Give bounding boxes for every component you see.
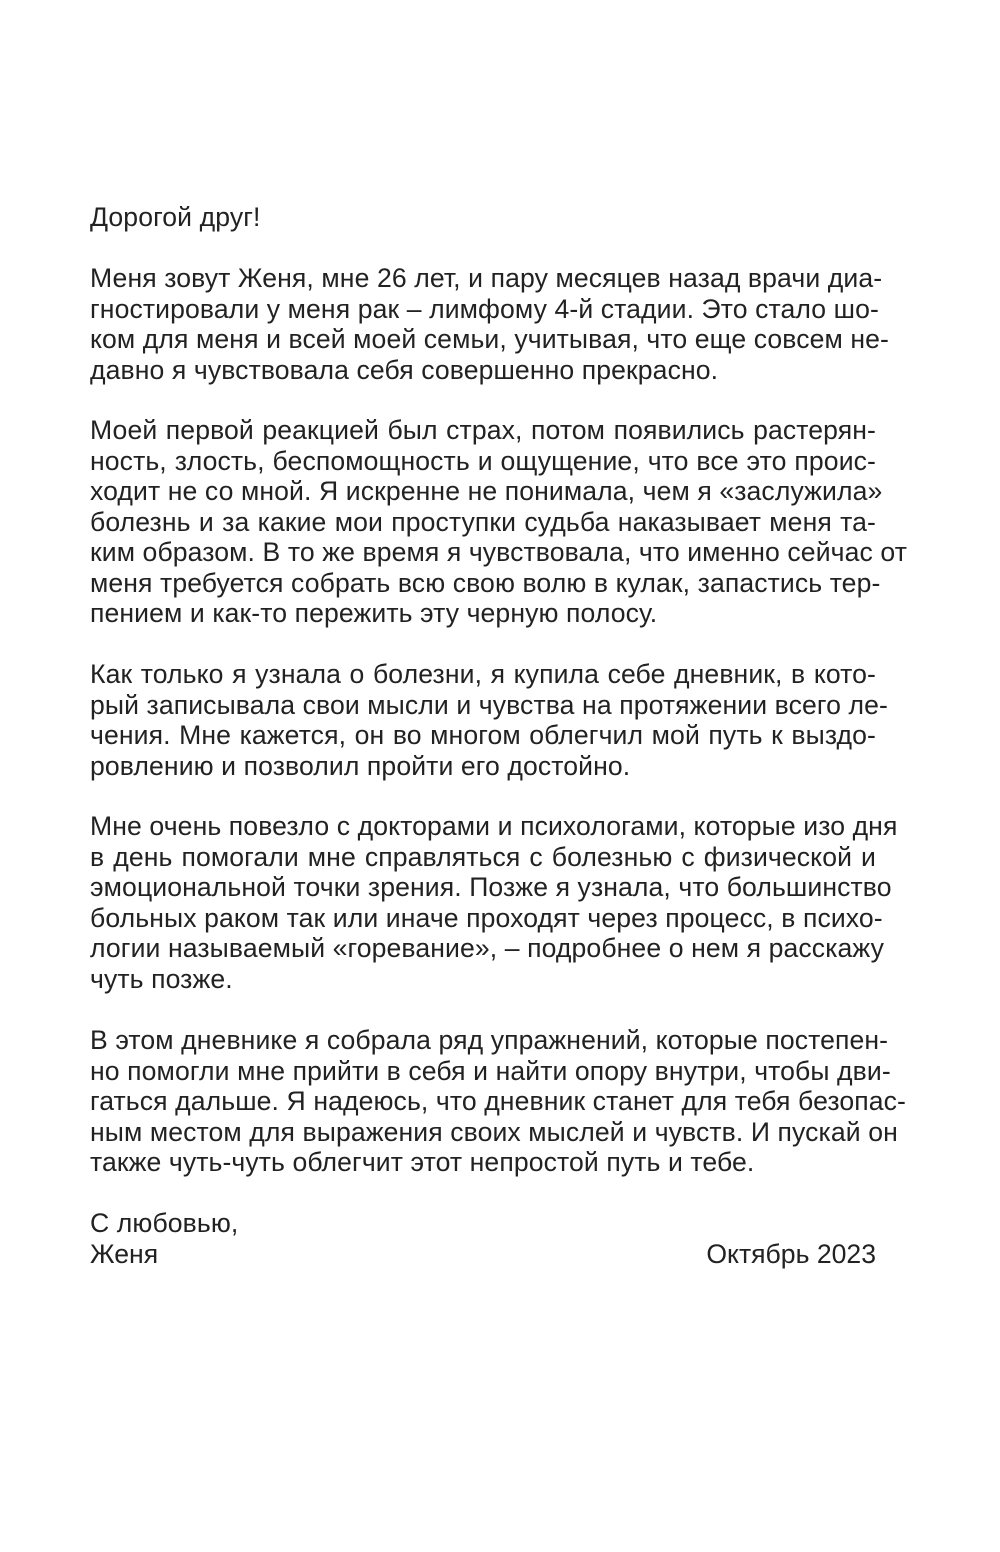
paragraph-line: болезнь и за какие мои проступки судьба наказывает меня та-	[90, 506, 876, 537]
signature-name: Женя	[90, 1239, 159, 1269]
paragraph-line: ким образом. В то же время я чувствовала, что именно сейчас от	[90, 537, 907, 567]
paragraph-line: меня требуется собрать всю свою волю в кулак, запастись тер-	[90, 567, 881, 598]
letter-greeting	[90, 202, 876, 233]
paragraph-line: Как только я узнала о болезни, я купила себе дневник, в кото-	[90, 659, 876, 689]
paragraph-line: гностировали у меня рак – лимфому 4-й стадии. Это стало шо-	[90, 293, 879, 324]
paragraph-line: ным местом для выражения своих мыслей и чувств. И пускай он	[90, 1116, 898, 1147]
paragraph-line: пением и как-то пережить эту черную полосу.	[90, 598, 658, 628]
paragraph-line: чуть позже.	[90, 963, 233, 994]
paragraph-line: Мне очень повезло с докторами и психологами, которые изо дня	[90, 811, 898, 841]
paragraph-line: чения. Мне кажется, он во многом облегчил мой путь к выздо-	[90, 720, 876, 750]
paragraph-line: также чуть-чуть облегчит этот непростой путь и тебе.	[90, 1147, 755, 1177]
letter-paragraph-2	[90, 415, 907, 629]
paragraph-line: ность, злость, беспомощность и ощущение, что все это проис-	[90, 445, 876, 476]
paragraph-line: Моей первой реакцией был страх, потом появились растерян-	[90, 415, 876, 445]
signature-row	[90, 1239, 876, 1270]
paragraph-line: но помогли мне прийти в себя и найти опору внутри, чтобы дви-	[90, 1055, 891, 1086]
paragraph-line: Меня зовут Женя, мне 26 лет, и пару месяцев назад врачи диа-	[90, 263, 883, 293]
letter-closing	[90, 1208, 876, 1239]
letter-paragraph-3	[90, 659, 888, 781]
letter-paragraph-1	[90, 263, 890, 385]
paragraph-line: рый записывала свои мысли и чувства на протяжении всего ле-	[90, 689, 888, 720]
paragraph-line: гаться дальше. Я надеюсь, что дневник станет для тебя безопас-	[90, 1086, 907, 1116]
paragraph-line: давно я чувствовала себя совершенно прекрасно.	[90, 354, 719, 385]
letter-paragraph-5	[90, 1025, 907, 1178]
letter-date: Октябрь 2023	[706, 1239, 876, 1269]
letter-paragraph-4	[90, 811, 898, 994]
greeting-line: Дорогой друг!	[90, 202, 261, 232]
paragraph-line: ком для меня и всей моей семьи, учитывая, что еще совсем не-	[90, 324, 890, 354]
paragraph-line: в день помогали мне справляться с болезнью с физической и	[90, 841, 876, 872]
paragraph-line: ровлению и позволил пройти его достойно.	[90, 750, 631, 781]
paragraph-line: логии называемый «горевание», – подробнее о нем я расскажу	[90, 933, 884, 963]
closing-line: С любовью,	[90, 1208, 239, 1238]
paragraph-line: ходит не со мной. Я искренне не понимала, чем я «заслужила»	[90, 476, 883, 506]
paragraph-line: больных раком так или иначе проходят через процесс, в психо-	[90, 902, 883, 933]
paragraph-line: эмоциональной точки зрения. Позже я узнала, что большинство	[90, 872, 892, 902]
paragraph-line: В этом дневнике я собрала ряд упражнений, которые постепен-	[90, 1025, 889, 1055]
